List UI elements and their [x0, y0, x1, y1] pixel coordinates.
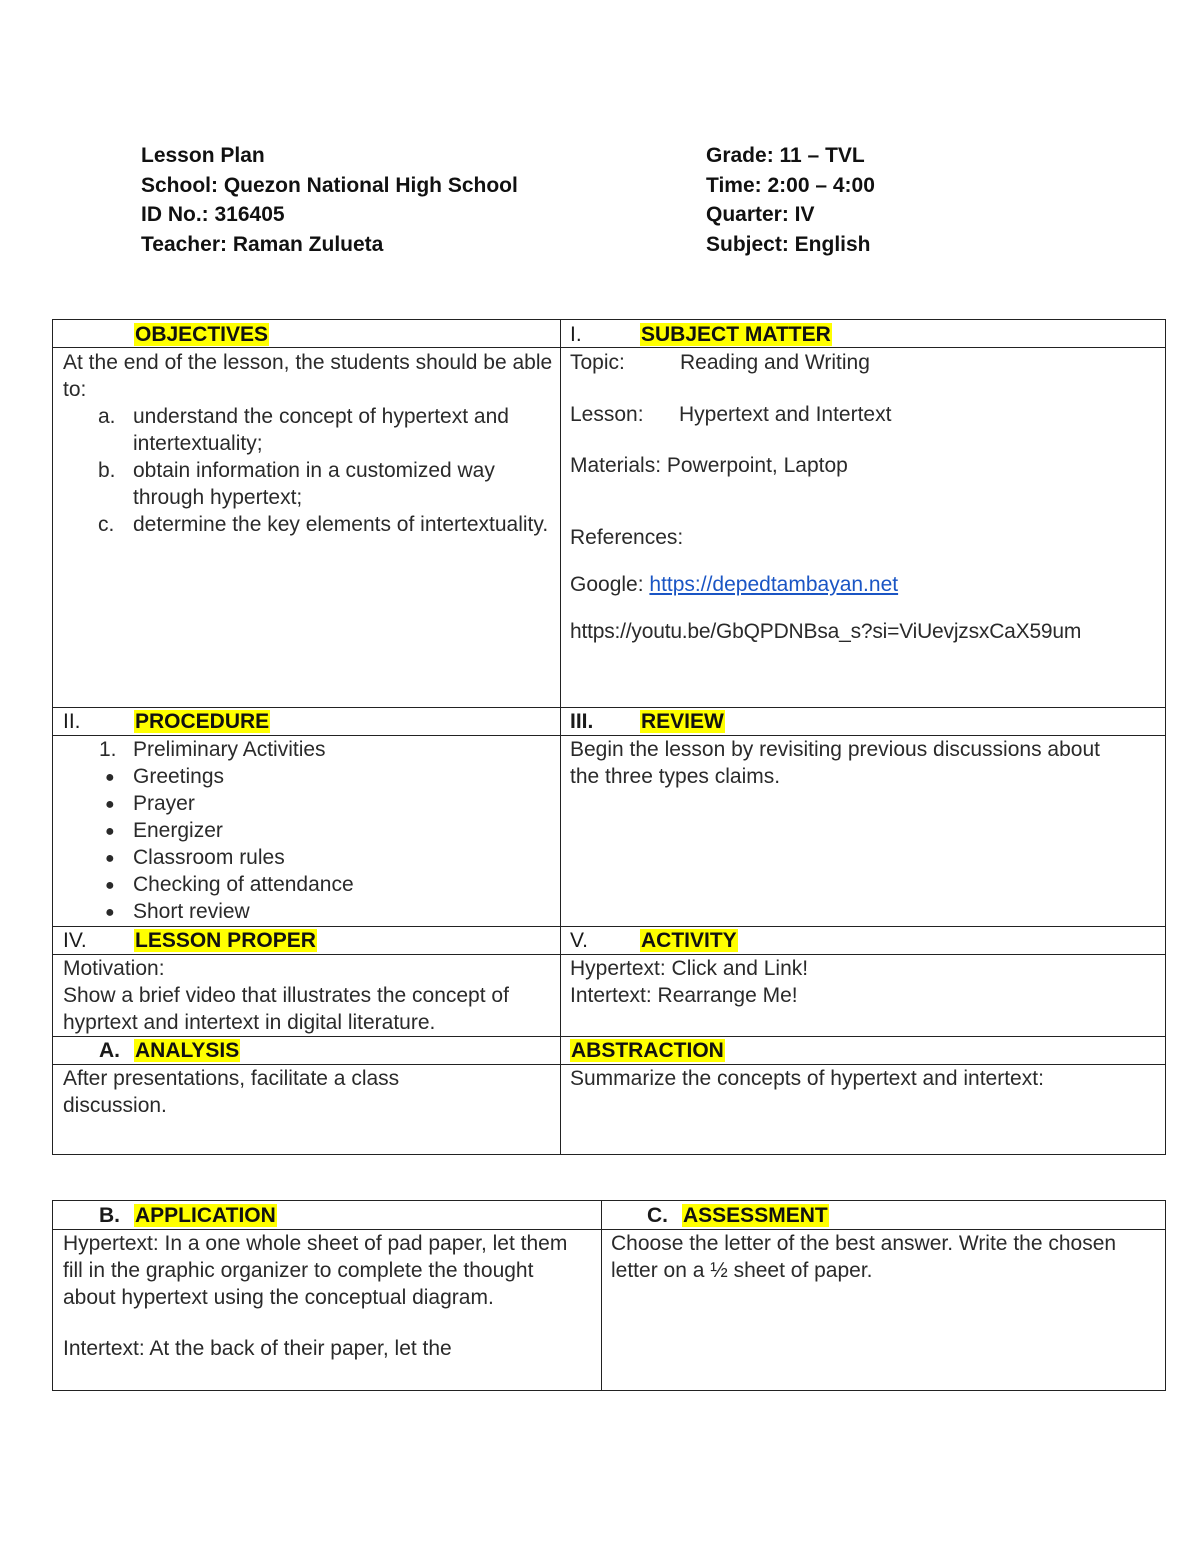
abstraction-header	[570, 1037, 725, 1064]
procedure-header	[63, 708, 270, 735]
motivation-label: Motivation:	[63, 957, 165, 980]
objectives-header	[134, 321, 269, 348]
grade-line: Grade: 11 – TVL	[706, 144, 865, 167]
procedure-item: 1. Preliminary Activities	[99, 738, 326, 761]
objective-item: a. understand the concept of hypertext and intertextuality;	[98, 405, 509, 455]
doc-title: Lesson Plan	[141, 144, 265, 167]
application-table	[52, 1200, 1166, 1391]
topic-value: Reading and Writing	[680, 351, 870, 374]
application-title: APPLICATION	[135, 1204, 276, 1227]
subject-matter-number: I.	[570, 323, 582, 346]
review-text: Begin the lesson by revisiting previous discussions about the three types claims.	[570, 738, 1100, 788]
objectives-intro: At the end of the lesson, the students should be able to:	[63, 351, 553, 401]
objectives-list	[63, 403, 553, 538]
analysis-text: After presentations, facilitate a class discussion.	[63, 1067, 400, 1117]
lesson-label: Lesson:	[570, 403, 644, 426]
procedure-bullets	[63, 763, 553, 925]
subject-matter-title: SUBJECT MATTER	[641, 323, 831, 346]
google-line	[570, 571, 898, 598]
school-line: School: Quezon National High School	[141, 173, 518, 197]
subject-line: Subject: English	[706, 232, 871, 256]
lesson-line	[570, 401, 891, 428]
topic-line	[570, 349, 870, 376]
column-divider	[560, 320, 561, 1154]
analysis-title: ANALYSIS	[135, 1039, 240, 1062]
quarter-line: Quarter: IV	[706, 203, 815, 226]
assessment-number: C.	[647, 1204, 668, 1227]
procedure-number: II.	[63, 710, 81, 733]
subject-matter-header	[570, 321, 832, 348]
activity-line: Hypertext: Click and Link!	[570, 957, 809, 980]
review-number: III.	[570, 710, 594, 733]
time-line: Time: 2:00 – 4:00	[706, 173, 875, 197]
abstraction-title: ABSTRACTION	[571, 1039, 724, 1062]
bullet-item: ● Prayer	[105, 792, 195, 815]
objective-item: b. obtain information in a customized way through hypertext;	[98, 459, 495, 509]
youtube-reference: https://youtu.be/GbQPDNBsa_s?si=ViUevjzsxCaX59um	[570, 620, 1082, 643]
assessment-title: ASSESSMENT	[683, 1204, 828, 1227]
lesson-proper-number: IV.	[63, 929, 87, 952]
objectives-title: OBJECTIVES	[135, 323, 269, 346]
procedure-list	[63, 736, 553, 763]
application-text-continued: Intertext: At the back of their paper, let the	[63, 1337, 452, 1360]
activity-line: Intertext: Rearrange Me!	[570, 984, 798, 1007]
google-label: Google:	[570, 573, 644, 596]
id-line: ID No.: 316405	[141, 203, 285, 226]
header-right	[706, 141, 875, 259]
subject-matter-body	[570, 349, 1165, 705]
assessment-header	[647, 1202, 829, 1229]
bullet-item: ● Checking of attendance	[105, 873, 354, 896]
activity-header	[570, 927, 738, 954]
motivation-text: Show a brief video that illustrates the concept of hyprtext and intertext in digital literature.	[63, 984, 509, 1034]
lesson-proper-body	[63, 955, 553, 1036]
application-body	[63, 1230, 583, 1390]
analysis-number: A.	[99, 1039, 120, 1062]
analysis-body	[63, 1065, 493, 1154]
bullet-item: ● Energizer	[105, 819, 223, 842]
objectives-body	[63, 349, 553, 705]
lesson-value: Hypertext and Intertext	[679, 403, 892, 426]
materials-value: Powerpoint, Laptop	[666, 454, 848, 477]
assessment-body	[611, 1230, 1131, 1390]
review-title: REVIEW	[641, 710, 724, 733]
application-header	[99, 1202, 277, 1229]
abstraction-body	[570, 1065, 1160, 1154]
analysis-header	[99, 1037, 240, 1064]
application-number: B.	[99, 1204, 120, 1227]
activity-body	[570, 955, 1160, 1036]
assessment-text: Choose the letter of the best answer. Write the chosen letter on a ½ sheet of paper.	[611, 1232, 1117, 1282]
activity-title: ACTIVITY	[641, 929, 737, 952]
bullet-item: ● Classroom rules	[105, 846, 285, 869]
activity-number: V.	[570, 929, 588, 952]
topic-label: Topic:	[570, 351, 625, 374]
teacher-line: Teacher: Raman Zulueta	[141, 232, 384, 256]
objective-item: c. determine the key elements of intertextuality.	[98, 513, 549, 536]
references-label: References:	[570, 526, 684, 549]
lesson-proper-title: LESSON PROPER	[135, 929, 316, 952]
header-left	[141, 141, 518, 259]
procedure-body	[63, 736, 553, 926]
bullet-item: ● Short review	[105, 900, 250, 923]
lesson-table	[52, 319, 1166, 1155]
google-reference-link[interactable]: https://depedtambayan.net	[649, 573, 899, 596]
lesson-proper-header	[63, 927, 317, 954]
application-text: Hypertext: In a one whole sheet of pad paper, let them fill in the graphic organizer to complete the thought about hypertext using the conceptual diagram.	[63, 1232, 568, 1309]
materials-line	[570, 452, 848, 479]
materials-label: Materials:	[570, 454, 662, 477]
bullet-item: ● Greetings	[105, 765, 225, 788]
review-header	[570, 708, 725, 735]
abstraction-text: Summarize the concepts of hypertext and intertext:	[570, 1067, 1044, 1090]
review-body	[570, 736, 1130, 926]
procedure-title: PROCEDURE	[135, 710, 270, 733]
